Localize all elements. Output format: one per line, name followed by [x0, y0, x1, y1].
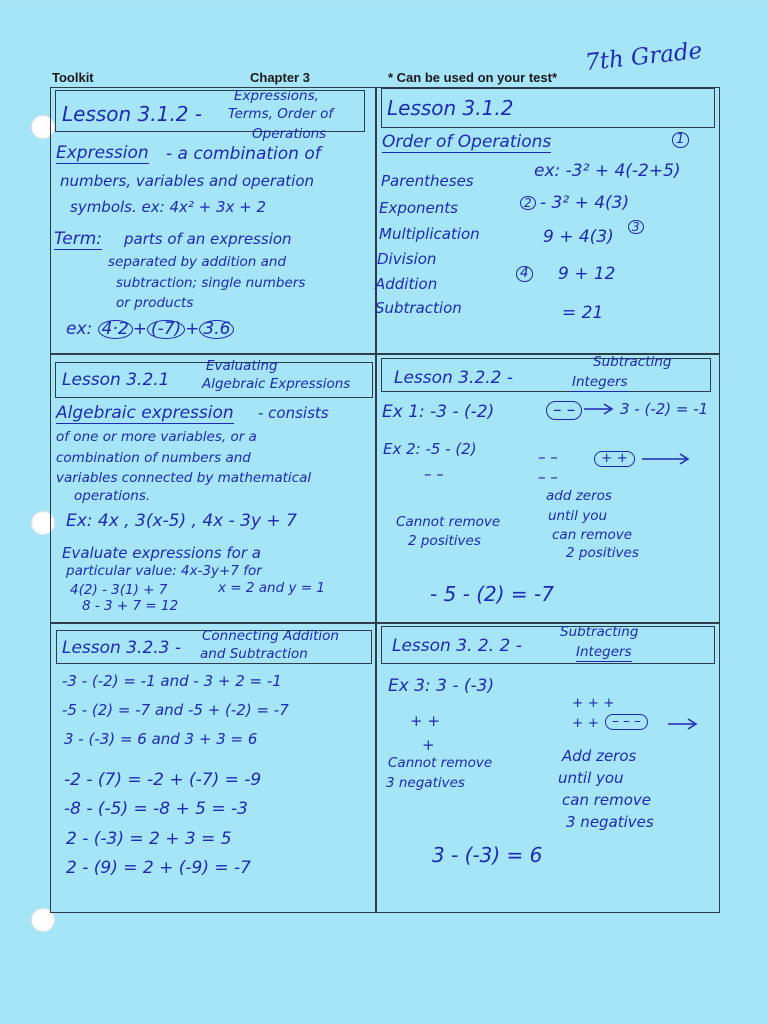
example-2-note-line1: Cannot remove: [396, 514, 501, 530]
connect-line-5: -8 - (-5) = -8 + 5 = -3: [64, 799, 248, 819]
step-division: Division: [377, 250, 437, 268]
example-3-tip-line1: Add zeros: [562, 747, 637, 765]
example-2-tip-line2: until you: [548, 508, 608, 524]
example-1-chips: – –: [546, 401, 582, 420]
example-3-chips-left-row1: + +: [410, 712, 440, 730]
connect-line-7: 2 - (9) = 2 + (-9) = -7: [66, 858, 251, 878]
algebraic-definition-line5: operations.: [74, 488, 151, 504]
connect-line-4: -2 - (7) = -2 + (-7) = -9: [64, 770, 262, 790]
lesson-topic-line2: Algebraic Expressions: [202, 376, 351, 392]
evaluate-values: x = 2 and y = 1: [218, 580, 325, 596]
example-3-chips-right-row2: + +: [572, 715, 599, 731]
header-grade: 7th Grade: [583, 37, 704, 77]
step-marker-1: 1: [672, 132, 689, 148]
step-multiplication: Multiplication: [379, 225, 480, 243]
term-definition-line4: or products: [116, 295, 194, 311]
lesson-topic-line1: Expressions,: [234, 88, 319, 104]
example-2-chips-oval: + +: [594, 451, 635, 467]
lesson-topic-line1: Subtracting: [593, 354, 672, 370]
algebraic-definition-line4: variables connected by mathematical: [56, 470, 312, 486]
lesson-title: Lesson 3.2.2 -: [394, 368, 514, 388]
work-line-2: - 3² + 4(3): [540, 193, 630, 213]
lesson-topic-line2: Terms, Order of: [228, 106, 334, 122]
arrow-icon: [642, 452, 692, 466]
example-3-note-line2: 3 negatives: [386, 775, 465, 791]
term-example-plus-1: +: [132, 319, 147, 339]
example-3-tip-line4: 3 negatives: [566, 813, 654, 831]
step-marker-2: 2: [520, 196, 536, 210]
evaluate-line-1: Evaluate expressions for a: [62, 544, 261, 562]
arrow-icon: [584, 402, 616, 416]
term-example: [66, 320, 234, 339]
example-3-note-line1: Cannot remove: [388, 755, 493, 771]
lesson-topic-line1: Subtracting: [560, 624, 639, 640]
step-subtraction: Subtraction: [375, 299, 462, 317]
term-definition-line1: parts of an expression: [124, 230, 292, 248]
example-2-tip-line1: add zeros: [546, 488, 612, 504]
term-definition-line2: separated by addition and: [108, 254, 287, 270]
example-2-chips-row1: – –: [538, 448, 558, 466]
lesson-title: Lesson 3. 2. 2 -: [392, 636, 522, 656]
lesson-topic-line2: and Subtraction: [200, 646, 308, 662]
expression-definition-line2: numbers, variables and operation: [60, 172, 314, 190]
example-3-tip-line2: until you: [558, 769, 624, 787]
lesson-topic-line1: Evaluating: [206, 358, 278, 374]
connect-line-1: -3 - (-2) = -1 and - 3 + 2 = -1: [62, 672, 282, 690]
work-line-1: ex: -3² + 4(-2+5): [534, 161, 681, 181]
lesson-title: Lesson 3.1.2 -: [62, 102, 203, 126]
term-definition-line3: subtraction; single numbers: [116, 275, 306, 291]
grid-divider-vertical: [375, 87, 377, 913]
example-3-result: 3 - (-3) = 6: [432, 843, 543, 867]
example-2-tip-line4: 2 positives: [566, 545, 639, 561]
lesson-topic-line2: Integers: [572, 374, 628, 390]
example-3-tip-line3: can remove: [562, 791, 652, 809]
expression-definition-line1: - a combination of: [166, 144, 321, 164]
evaluate-work-line-2: 8 - 3 + 7 = 12: [82, 598, 179, 614]
order-of-operations-heading: Order of Operations: [382, 132, 552, 152]
header-chapter: Chapter 3: [250, 70, 310, 85]
step-parentheses: Parentheses: [381, 172, 474, 190]
connect-line-2: -5 - (2) = -7 and -5 + (-2) = -7: [62, 701, 289, 719]
example-3-chips-right-row1: + + +: [572, 695, 615, 711]
algebraic-definition-line2: of one or more variables, or a: [56, 429, 257, 445]
lesson-topic-line3: Operations: [252, 126, 327, 142]
lesson-title: Lesson 3.1.2: [387, 96, 514, 120]
work-line-4: 9 + 12: [558, 264, 616, 284]
term-example-circle-2: (-7): [147, 320, 185, 339]
algebraic-definition-line3: combination of numbers and: [56, 450, 251, 466]
evaluate-work-line-1: 4(2) - 3(1) + 7: [70, 582, 168, 598]
lesson-title: Lesson 3.2.1: [62, 370, 170, 390]
vocab-term-expression: Expression: [56, 143, 149, 163]
example-2-chips-row2: – –: [424, 465, 444, 483]
header-toolkit: Toolkit: [52, 70, 94, 85]
term-example-label: ex:: [66, 319, 93, 339]
step-marker-3: 3: [628, 220, 644, 234]
example-3: Ex 3: 3 - (-3): [388, 676, 495, 696]
connect-line-3: 3 - (-3) = 6 and 3 + 3 = 6: [64, 730, 258, 748]
term-example-circle-1: 4·2: [98, 320, 133, 339]
vocab-term-algebraic-expression: Algebraic expression: [56, 403, 234, 423]
lesson-title: Lesson 3.2.3 -: [62, 638, 182, 658]
example-1: Ex 1: -3 - (-2): [382, 402, 495, 422]
example-2-chips-row3: – –: [538, 468, 558, 486]
lesson-topic-line2: Integers: [576, 644, 632, 660]
example-3-chips-left-row2: +: [422, 736, 435, 754]
lesson-topic-line1: Connecting Addition: [202, 628, 339, 644]
example-3-chips-oval: – – –: [605, 714, 648, 730]
algebraic-definition-line1: - consists: [258, 404, 329, 422]
expression-definition-line3: symbols. ex: 4x² + 3x + 2: [70, 198, 267, 216]
example-1-result: 3 - (-2) = -1: [620, 400, 709, 418]
work-line-3: 9 + 4(3): [543, 227, 614, 247]
step-marker-4: 4: [516, 266, 533, 282]
step-exponents: Exponents: [379, 199, 458, 217]
term-example-plus-2: +: [185, 319, 200, 339]
example-2: Ex 2: -5 - (2): [383, 440, 477, 458]
work-line-5: = 21: [562, 303, 604, 323]
term-example-circle-3: 3.6: [199, 320, 234, 339]
step-addition: Addition: [375, 275, 438, 293]
vocab-term-term: Term:: [54, 229, 103, 249]
evaluate-line-2: particular value: 4x-3y+7 for: [66, 563, 262, 579]
connect-line-6: 2 - (-3) = 2 + 3 = 5: [66, 829, 232, 849]
arrow-icon: [668, 717, 700, 731]
example-2-result: - 5 - (2) = -7: [430, 582, 554, 606]
algebraic-examples: Ex: 4x , 3(x-5) , 4x - 3y + 7: [66, 511, 297, 531]
example-2-tip-line3: can remove: [552, 527, 633, 543]
example-2-note-line2: 2 positives: [408, 533, 481, 549]
header-test-note: * Can be used on your test*: [388, 70, 558, 85]
